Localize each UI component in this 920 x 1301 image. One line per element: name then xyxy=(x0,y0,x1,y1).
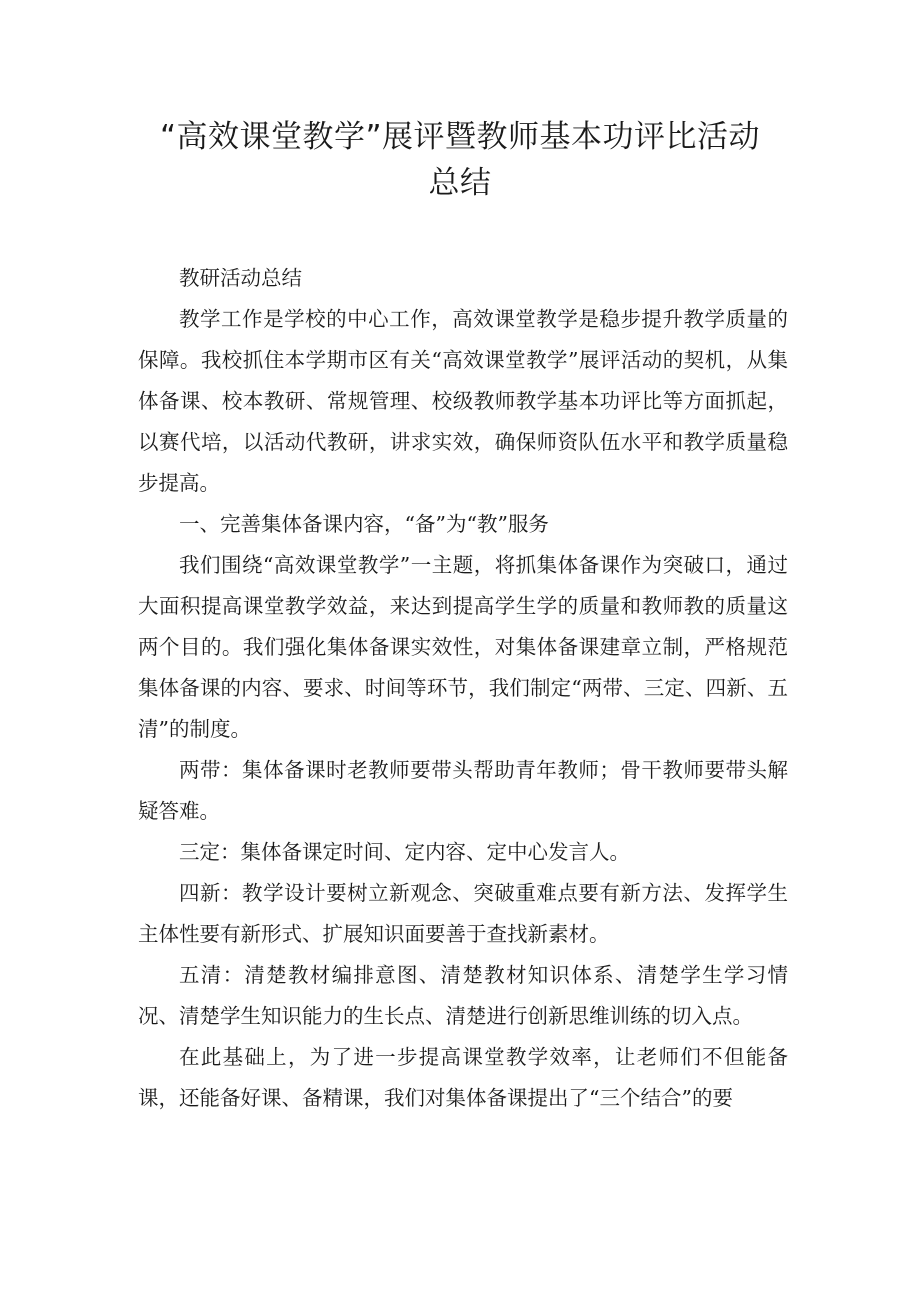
document-body xyxy=(138,258,788,1119)
document-title-line-2: 总结 xyxy=(428,165,492,201)
body-paragraph: 在此基础上，为了进一步提高课堂教学效率，让老师们不但能备课，还能备好课、备精课，我们对集体备课提出了“三个结合”的要 xyxy=(138,1045,788,1110)
body-paragraph: 三定：集体备课定时间、定内容、定中心发言人。 xyxy=(179,840,630,864)
body-paragraph: 五清：清楚教材编排意图、清楚教材知识体系、清楚学生学习情况、清楚学生知识能力的生长点、清楚进行创新思维训练的切入点。 xyxy=(138,963,788,1028)
body-paragraph: 两带：集体备课时老教师要带头帮助青年教师；骨干教师要带头解疑答难。 xyxy=(138,758,788,823)
body-paragraph: 四新：教学设计要树立新观念、突破重难点要有新方法、发挥学生主体性要有新形式、扩展知识面要善于查找新素材。 xyxy=(138,881,788,946)
body-paragraph: 教学工作是学校的中心工作，高效课堂教学是稳步提升教学质量的保障。我校抓住本学期市区有关“高效课堂教学”展评活动的契机，从集体备课、校本教研、常规管理、校级教师教学基本功评比等方面抓起，以赛代培，以活动代教研，讲求实效，确保师资队伍水平和教学质量稳步提高。 xyxy=(138,307,788,495)
section-heading: 教研活动总结 xyxy=(179,266,302,290)
document-title-line-1: “高效课堂教学”展评暨教师基本功评比活动 xyxy=(159,119,761,155)
section-heading: 一、完善集体备课内容，“备”为“教”服务 xyxy=(179,512,549,536)
body-paragraph: 我们围绕“高效课堂教学”一主题，将抓集体备课作为突破口，通过大面积提高课堂教学效益，来达到提高学生学的质量和教师教的质量这两个目的。我们强化集体备课实效性，对集体备课建章立制，严格规范集体备课的内容、要求、时间等环节，我们制定“两带、三定、四新、五清”的制度。 xyxy=(138,553,788,741)
